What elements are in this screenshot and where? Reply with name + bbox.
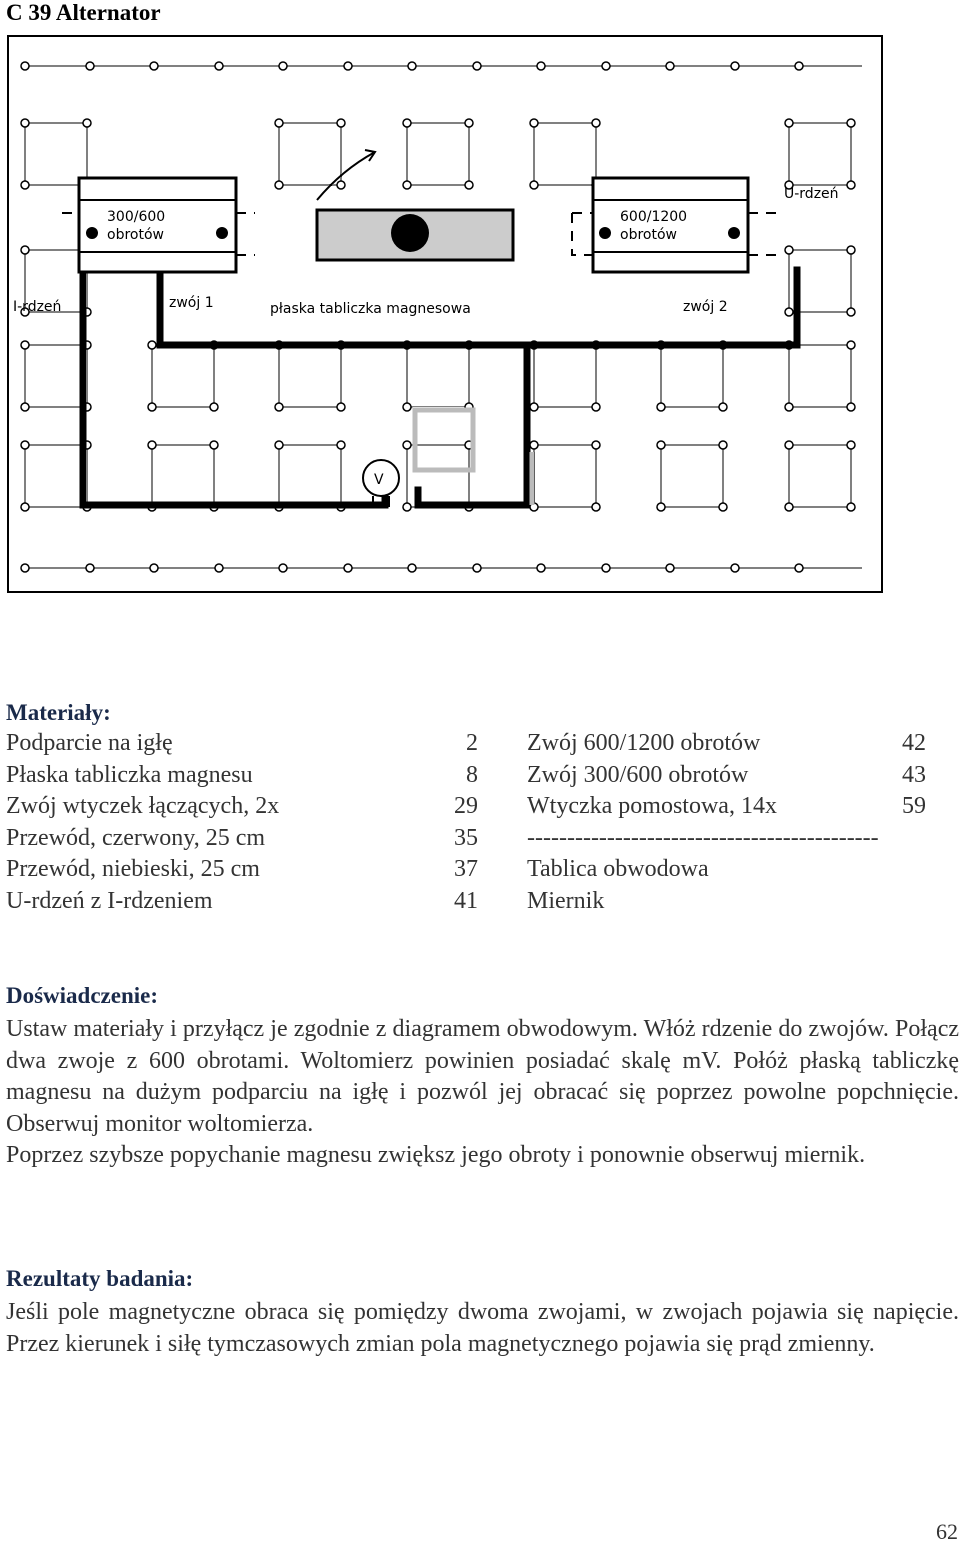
material-number: 8 xyxy=(466,761,478,788)
material-number: 2 xyxy=(466,730,478,756)
experiment-paragraph-2: Poprzez szybsze popychanie magnesu zwiększ jego obroty i ponownie obserwuj miernik. xyxy=(6,1142,866,1169)
material-name: Tablica obwodowa xyxy=(527,856,709,883)
material-number: 43 xyxy=(902,761,926,788)
coil2-turns-unit: obrotów xyxy=(620,227,677,243)
material-name: Zwój wtyczek łączących, 2x xyxy=(6,793,280,820)
material-name: -------------------------------------------- xyxy=(527,824,879,851)
coil1-turns-unit: obrotów xyxy=(107,227,164,243)
material-number: 29 xyxy=(454,793,478,820)
material-name: Podparcie na igłę xyxy=(6,730,173,756)
material-number: 37 xyxy=(454,856,478,883)
material-name: Miernik xyxy=(527,888,605,914)
results-heading: Rezultaty badania: xyxy=(6,1266,194,1291)
material-number: 35 xyxy=(454,824,478,851)
u-core-label: U-rdzeń xyxy=(784,186,839,202)
coil-2 xyxy=(593,178,748,272)
material-name: U-rdzeń z I-rdzeniem xyxy=(6,888,213,914)
material-number: 59 xyxy=(902,793,926,820)
magnet-label: płaska tabliczka magnesowa xyxy=(270,301,471,317)
i-core-label: I-rdzeń xyxy=(13,299,62,315)
material-number: 41 xyxy=(454,888,478,914)
material-name: Przewód, czerwony, 25 cm xyxy=(6,824,266,851)
material-name: Płaska tabliczka magnesu xyxy=(6,761,253,788)
experiment-paragraph-1: Ustaw materiały i przyłącz je zgodnie z diagramem obwodowym. Włóż rdzenie do zwojów. Połącz dwa zwoje z 600 obrotami. Woltomierz powinien posiadać skalę mV. Połóż płaską tabliczkę magnesu na dużym podparciu na igłę i pozwól jej obracać się poprzez powolne popchnięcie. Obserwuj monitor woltomierza. xyxy=(6,1016,959,1137)
results-text xyxy=(6,1297,959,1360)
coil1-turns-label: 300/600 xyxy=(107,209,166,225)
material-name: Wtyczka pomostowa, 14x xyxy=(527,793,777,820)
material-number: 42 xyxy=(902,730,926,756)
coil2-turns-label: 600/1200 xyxy=(620,209,688,225)
material-name: Zwój 300/600 obrotów xyxy=(527,761,749,788)
materials-heading: Materiały: xyxy=(6,700,111,725)
experiment-text xyxy=(6,1014,959,1172)
material-name: Zwój 600/1200 obrotów xyxy=(527,730,761,756)
magnet-plate xyxy=(317,210,513,260)
experiment-heading: Doświadczenie: xyxy=(6,983,159,1008)
page-title: C 39 Alternator xyxy=(6,0,161,25)
coil2-label: zwój 2 xyxy=(683,299,728,315)
page-number: 62 xyxy=(936,1519,958,1544)
coil-1 xyxy=(79,178,236,272)
coil1-label: zwój 1 xyxy=(169,295,214,311)
material-name: Przewód, niebieski, 25 cm xyxy=(6,856,260,883)
circuit-diagram xyxy=(7,35,883,593)
svg-text:V: V xyxy=(374,472,384,488)
results-paragraph: Jeśli pole magnetyczne obraca się pomiędzy dwoma zwojami, w zwojach pojawia się napięcie. Przez kierunek i siłę tymczasowych zmian pola magnetycznego pojawia się prąd zmienny. xyxy=(6,1299,959,1357)
